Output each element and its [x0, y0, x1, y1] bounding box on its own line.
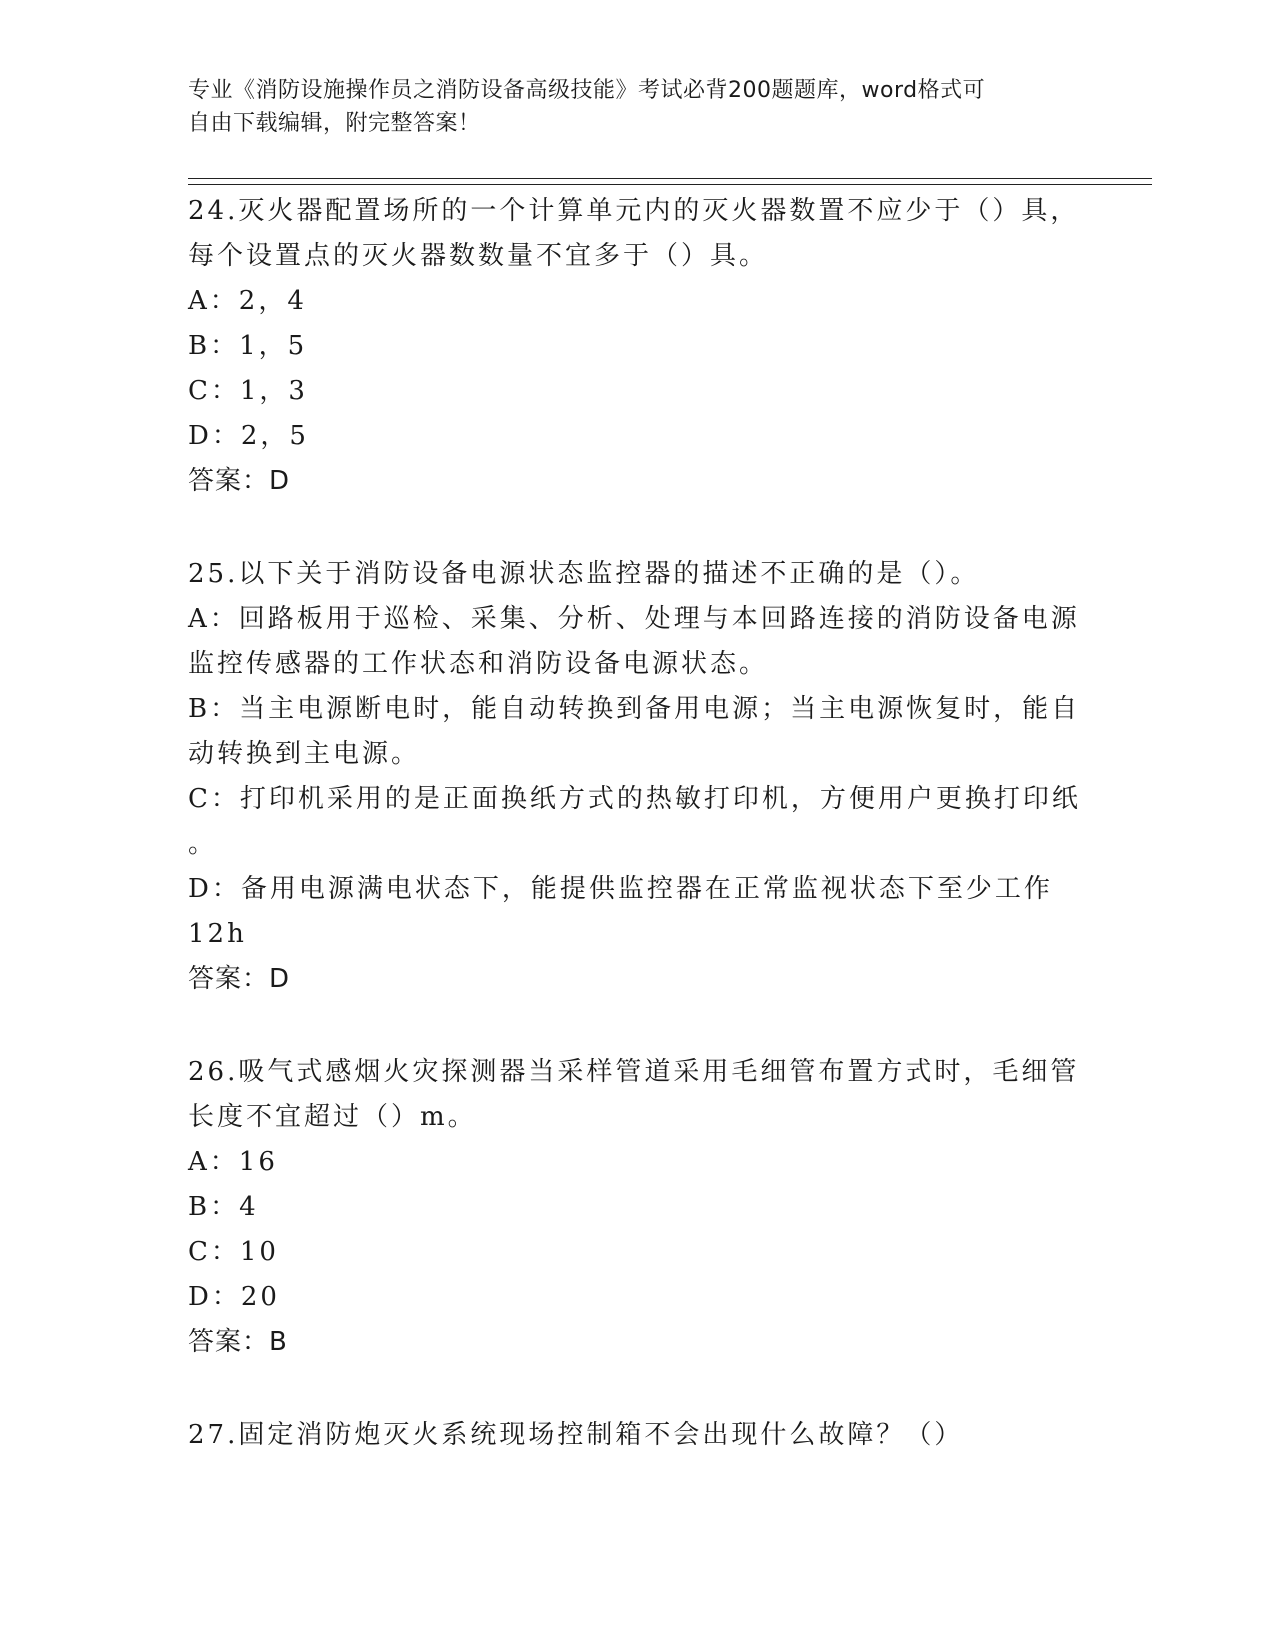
header-line-2: 自由下载编辑，附完整答案！ — [188, 111, 481, 136]
question-spacer — [188, 1002, 1088, 1049]
option-line: 动转换到主电源。 — [188, 739, 421, 769]
option-b: B：4 — [188, 1192, 259, 1222]
question-26 — [188, 1049, 1088, 1365]
header-line-1: 专业《消防设施操作员之消防设备高级技能》考试必背200题题库，word格式可 — [188, 78, 986, 103]
option-line: A：回路板用于巡检、采集、分析、处理与本回路连接的消防设备电源 — [188, 604, 1080, 634]
option-line: 监控传感器的工作状态和消防设备电源状态。 — [188, 649, 769, 679]
question-list — [188, 188, 1088, 1458]
answer: 答案：B — [188, 1327, 288, 1357]
question-text — [188, 551, 1088, 597]
question-line: 27.固定消防炮灭火系统现场控制箱不会出现什么故障？（） — [188, 1420, 964, 1450]
question-24 — [188, 188, 1088, 504]
option-b — [188, 687, 1088, 777]
option-c: C：1，3 — [188, 376, 308, 406]
question-spacer — [188, 504, 1088, 551]
question-line: 长度不宜超过（）m。 — [188, 1102, 477, 1132]
option-line: D：备用电源满电状态下，能提供监控器在正常监视状态下至少工作 — [188, 874, 1053, 904]
option-line: B：当主电源断电时，能自动转换到备用电源；当主电源恢复时，能自 — [188, 694, 1081, 724]
option-d: D：2，5 — [188, 421, 309, 451]
option-a — [188, 597, 1088, 687]
question-text — [188, 1049, 1088, 1140]
option-line: C：打印机采用的是正面换纸方式的热敏打印机，方便用户更换打印纸 — [188, 784, 1081, 814]
option-a: A：16 — [188, 1147, 278, 1177]
question-spacer — [188, 1365, 1088, 1412]
question-25 — [188, 551, 1088, 1002]
question-text — [188, 188, 1088, 279]
option-line: 。 — [188, 829, 218, 859]
option-b: B：1，5 — [188, 331, 308, 361]
question-27 — [188, 1412, 1088, 1458]
option-c: C：10 — [188, 1237, 279, 1267]
answer: 答案：D — [188, 466, 291, 496]
document-header — [188, 74, 1088, 140]
question-line: 24.灭火器配置场所的一个计算单元内的灭火器数置不应少于（）具， — [188, 196, 1080, 226]
option-line: 12h — [188, 919, 247, 949]
question-line: 每个设置点的灭火器数数量不宜多于（）具。 — [188, 241, 769, 271]
question-text — [188, 1412, 1088, 1458]
header-divider-top — [188, 178, 1152, 179]
answer: 答案：D — [188, 964, 291, 994]
option-a: A：2，4 — [188, 286, 307, 316]
option-d — [188, 867, 1088, 957]
question-line: 25.以下关于消防设备电源状态监控器的描述不正确的是（）。 — [188, 559, 980, 589]
header-divider-bottom — [188, 184, 1152, 185]
option-d: D：20 — [188, 1282, 280, 1312]
question-line: 26.吸气式感烟火灾探测器当采样管道采用毛细管布置方式时，毛细管 — [188, 1057, 1080, 1087]
option-c — [188, 777, 1088, 867]
